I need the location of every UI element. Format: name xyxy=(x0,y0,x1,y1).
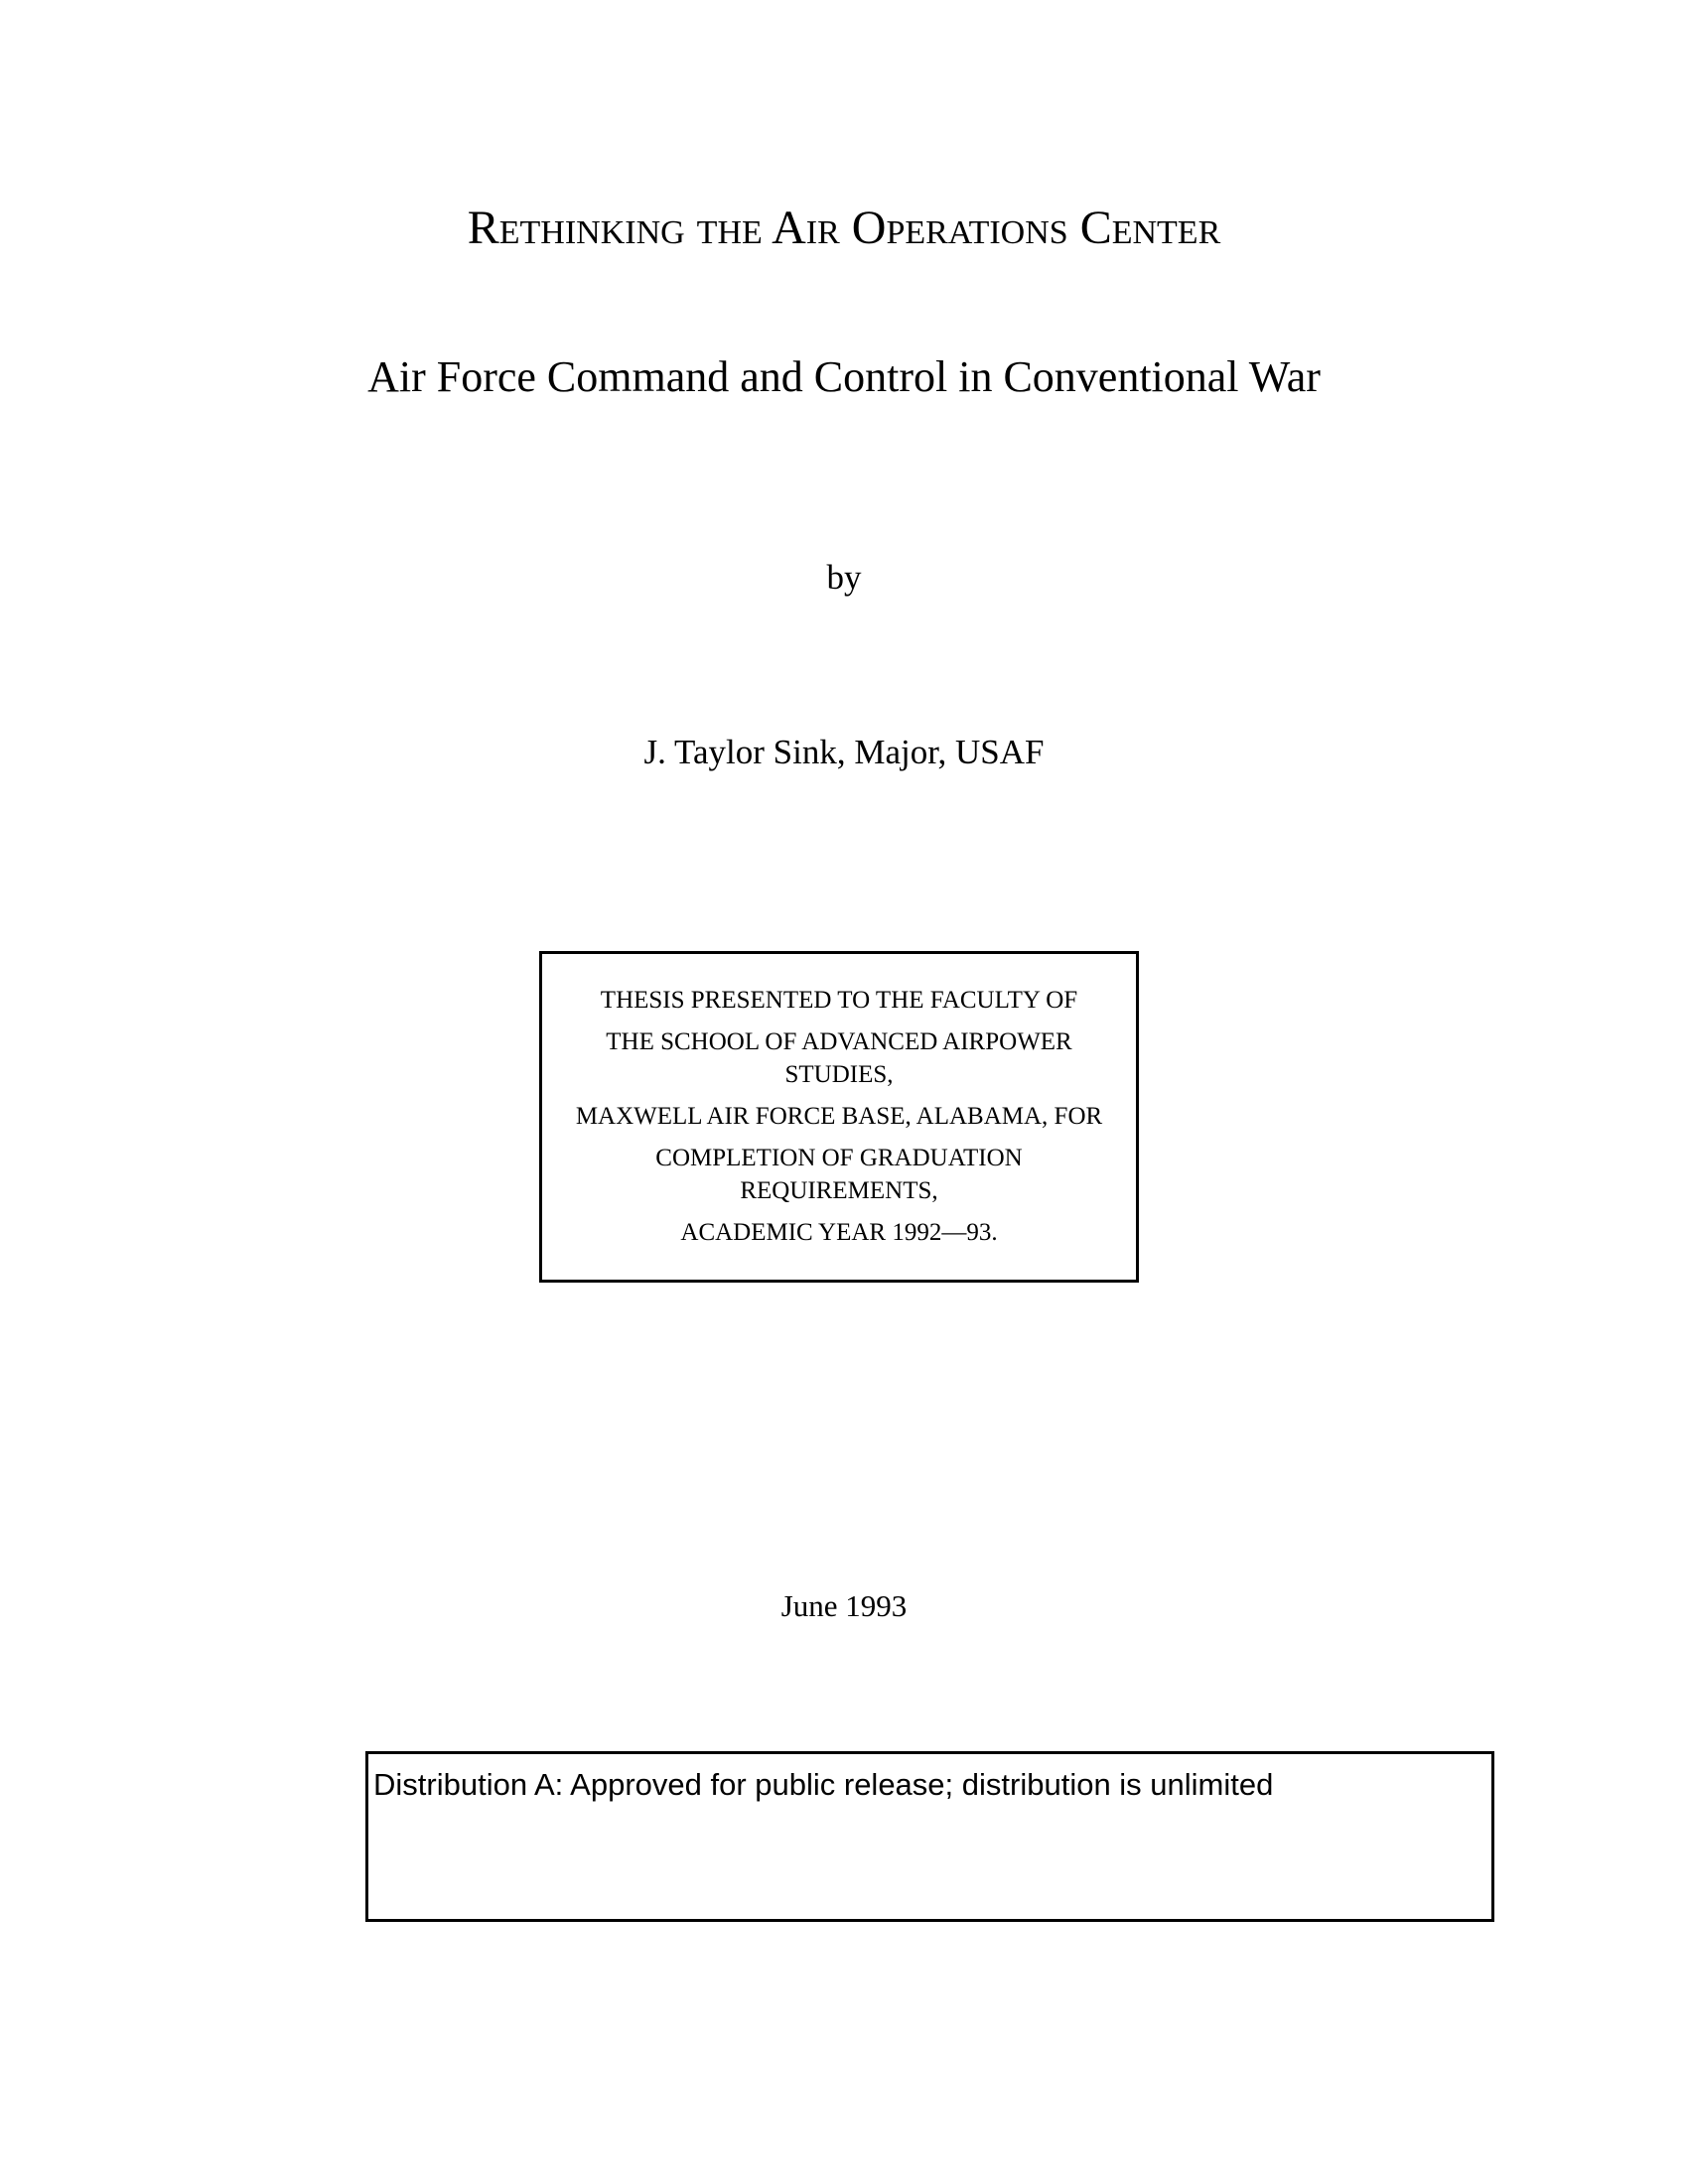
publication-date: June 1993 xyxy=(780,1588,908,1623)
distribution-statement: Distribution A: Approved for public release; distribution is unlimited xyxy=(373,1767,1274,1802)
thesis-line: COMPLETION OF GRADUATION xyxy=(655,1145,1023,1171)
thesis-line: REQUIREMENTS, xyxy=(740,1177,938,1204)
thesis-line: THESIS PRESENTED TO THE FACULTY OF xyxy=(600,987,1078,1014)
thesis-line: MAXWELL AIR FORCE BASE, ALABAMA, FOR xyxy=(575,1103,1103,1130)
by-line: by xyxy=(826,558,862,597)
thesis-line: THE SCHOOL OF ADVANCED AIRPOWER xyxy=(606,1028,1072,1055)
distribution-statement-box xyxy=(365,1751,1494,1922)
thesis-line: STUDIES, xyxy=(784,1061,894,1088)
document-title: Rethinking the Air Operations Center xyxy=(467,202,1221,254)
thesis-statement-box xyxy=(539,951,1139,1283)
thesis-line: ACADEMIC YEAR 1992—93. xyxy=(680,1219,998,1246)
document-subtitle: Air Force Command and Control in Conventional War xyxy=(367,352,1321,401)
author-name: J. Taylor Sink, Major, USAF xyxy=(643,733,1045,771)
